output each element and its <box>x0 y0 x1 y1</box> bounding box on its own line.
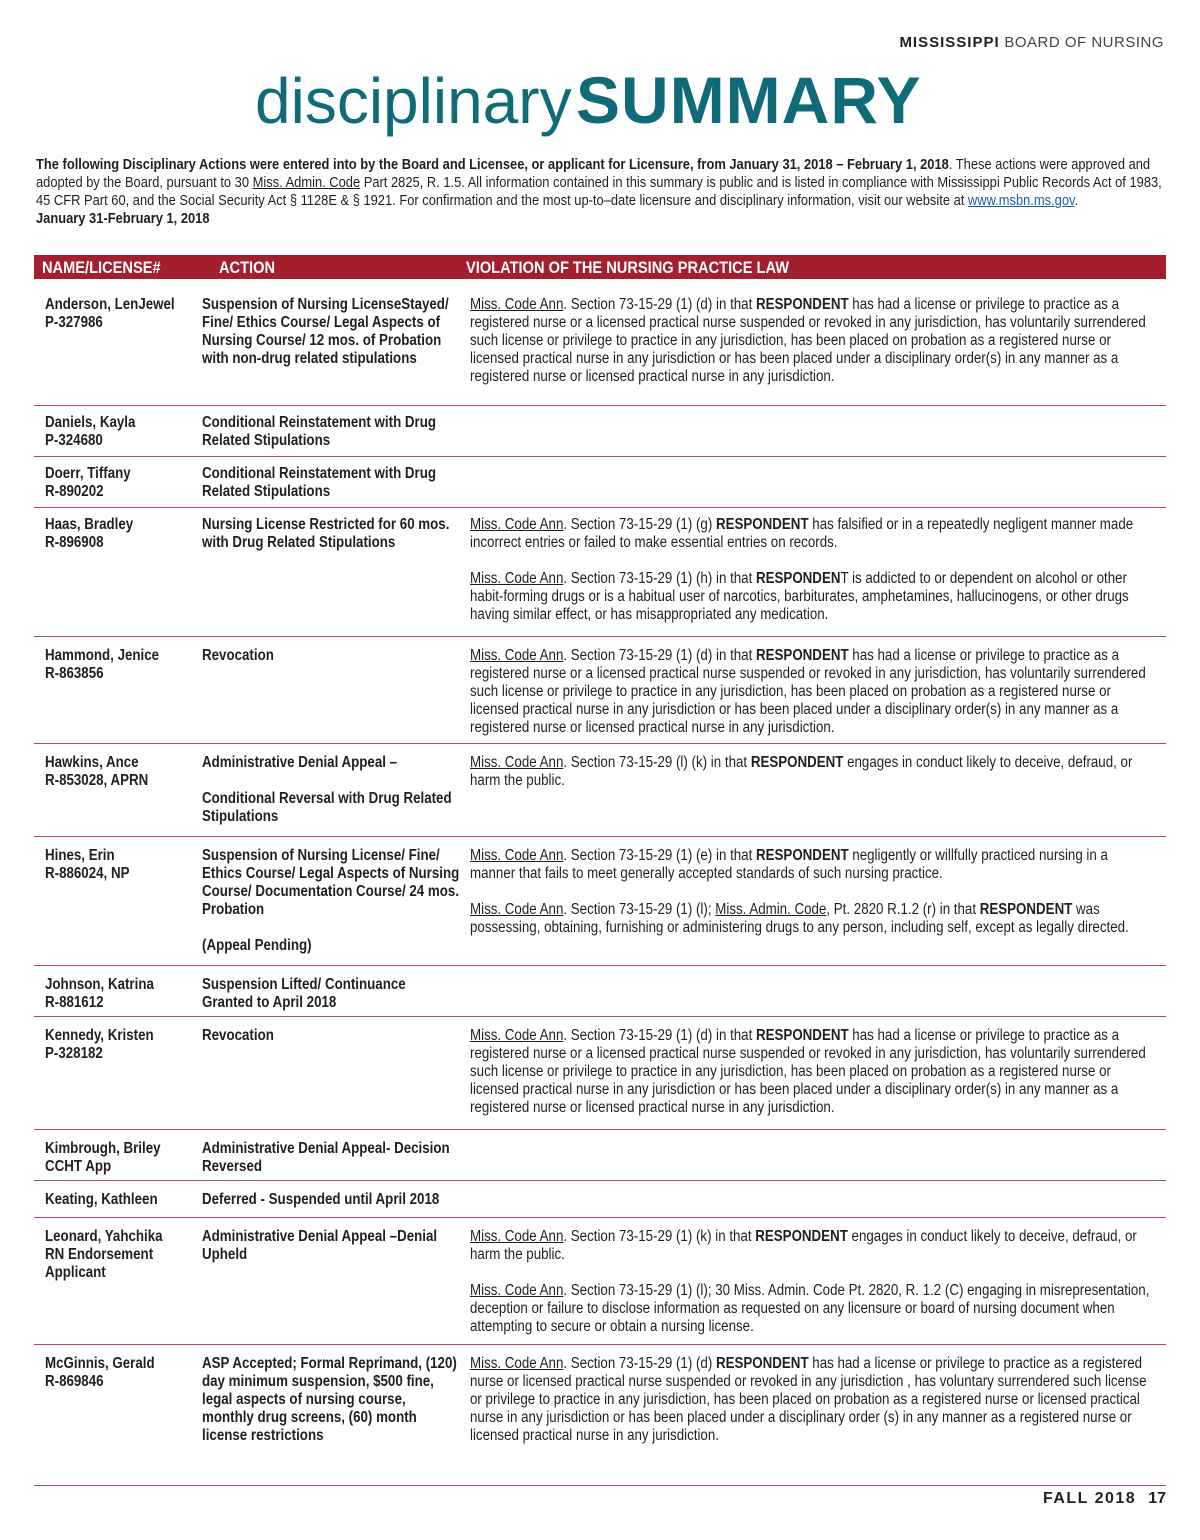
name-cell <box>45 1191 225 1209</box>
violation-section: . Section 73-15-29 (1) (k) in that <box>563 1228 756 1245</box>
website-link[interactable]: www.msbn.ms.gov <box>967 192 1075 209</box>
licensee-name: Kimbrough, Briley <box>45 1140 161 1157</box>
license-number: CCHT App <box>45 1158 112 1175</box>
violation-cell <box>470 1355 1200 1445</box>
violation-text <box>470 296 1154 386</box>
code-reference: Miss. Code Ann <box>470 516 564 533</box>
violation-detail: has had a license or privilege to practice as a registered nurse or licensed practical nurse suspended or revoked in any jurisdiction , has voluntary surrendered such license or privilege to practice in any jurisdiction, has been placed on probation as a registered nurse or licensed practical nurse in any jurisdiction or has been placed under a disciplinary order (s) in any manner as a registered nurse or licensed practical nurse in any jurisdiction. <box>470 1355 1147 1444</box>
action-text: Revocation <box>202 647 274 664</box>
name-cell <box>45 516 225 552</box>
name-cell <box>45 296 225 332</box>
violation-detail: T is addicted to or dependent on alcohol or other habit-forming drugs or is a habitual user of narcotics, barbiturates, amphetamines, hallucinogens, or other drugs having similar effect, or has misappropriated any medication. <box>470 570 1129 623</box>
violation-detail: negligently or willfully practiced nursing in a manner that fails to meet generally accepted standards of such nursing practice. <box>470 847 1108 882</box>
violation-detail: has had a license or privilege to practice as a registered nurse or a licensed practical nurse suspended or revoked in any jurisdiction, has voluntarily surrendered such license or privilege to practice in any jurisdiction, has been placed on probation as a registered nurse or licensed practical nurse in any jurisdiction or has been placed under a disciplinary order(s) in any manner as a registered nurse or licensed practical nurse in any jurisdiction. <box>470 296 1146 385</box>
code-reference: Miss. Code Ann <box>470 847 564 864</box>
violation-section: . Section 73-15-29 (1) (d) in that <box>563 647 757 664</box>
action-text: Revocation <box>202 1027 274 1044</box>
licensee-name: McGinnis, Gerald <box>45 1355 155 1372</box>
violation-text <box>470 847 1154 883</box>
violation-detail: was possessing, obtaining, furnishing or administering drugs to any person, including self, except as legally directed. <box>470 901 1129 936</box>
code-reference: Miss. Code Ann <box>470 647 564 664</box>
table-row <box>34 1130 1166 1181</box>
violation-text <box>470 516 1154 552</box>
intro-text: . <box>1074 192 1079 209</box>
action-cell <box>202 1228 502 1264</box>
code-reference: Miss. Code Ann <box>470 754 564 771</box>
licensee-name: Hines, Erin <box>45 847 115 864</box>
header-violation: VIOLATION OF THE NURSING PRACTICE LAW <box>466 258 789 277</box>
table-row <box>34 966 1166 1017</box>
code-reference: Miss. Code Ann <box>470 570 564 587</box>
title-bold: SUMMARY <box>576 63 922 137</box>
action-cell <box>202 1027 502 1045</box>
violation-text <box>470 901 1154 937</box>
violation-text <box>470 647 1154 737</box>
respondent-label: RESPONDENT <box>756 1027 849 1044</box>
action-text: ASP Accepted; Formal Reprimand, (120) day minimum suspension, $500 fine, legal aspects of nursing course, monthly drug screens, (60) month license restrictions <box>202 1355 457 1444</box>
intro-text: . These actions were approved and adopted by the Board, pursuant to 30 <box>36 156 1151 191</box>
date-range: January 31-February 1, 2018 <box>36 210 210 227</box>
action-cell <box>202 296 502 368</box>
code-reference: Miss. Code Ann <box>470 901 564 918</box>
action-text: Deferred - Suspended until April 2018 <box>202 1191 440 1208</box>
intro-text: Part 2825, R. 1.5. All information contained in this summary is public and is listed in compliance with Mississippi Public Records Act of 1983, 45 CFR Part 60, and the Social Security Act § 1128E & § 1921. For confirmation and the most up-to–date licensure and disciplinary information, visit our website at <box>36 174 1162 209</box>
action-text: Suspension Lifted/ Continuance Granted to April 2018 <box>202 976 406 1011</box>
name-cell <box>45 1355 225 1391</box>
name-cell <box>45 647 225 683</box>
header-action: ACTION <box>219 258 276 277</box>
license-number: R-881612 <box>45 994 104 1011</box>
brand-state: MISSISSIPPI <box>899 34 1000 51</box>
license-number: P-328182 <box>45 1045 103 1062</box>
code-reference: Miss. Code Ann <box>470 1228 564 1245</box>
table-row <box>34 280 1166 406</box>
code-reference: Miss. Code Ann <box>470 296 564 313</box>
code-reference: Miss. Code Ann <box>470 1027 564 1044</box>
action-text: Administrative Denial Appeal- Decision Reversed <box>202 1140 450 1175</box>
respondent-label: RESPONDENT <box>756 647 849 664</box>
action-cell <box>202 754 502 826</box>
page-footer <box>1043 1490 1166 1508</box>
licensee-name: Doerr, Tiffany <box>45 465 131 482</box>
licensee-name: Daniels, Kayla <box>45 414 136 431</box>
action-text: Conditional Reversal with Drug Related Stipulations <box>202 790 452 825</box>
license-number: P-327986 <box>45 314 103 331</box>
title-light: disciplinary <box>255 65 572 137</box>
action-text: Suspension of Nursing License/ Fine/ Ethics Course/ Legal Aspects of Nursing Course/ Documentation Course/ 24 mos. Probation <box>202 847 460 918</box>
violation-cell <box>470 516 1200 624</box>
table-row <box>34 1218 1166 1345</box>
violation-section: . Section 73-15-29 (1) (d) in that <box>563 1027 757 1044</box>
name-cell <box>45 1027 225 1063</box>
table-row <box>34 406 1166 457</box>
violation-cell <box>470 1228 1200 1336</box>
table-row <box>34 1017 1166 1130</box>
table-row <box>34 1181 1166 1218</box>
admin-code-reference: Miss. Admin. Code <box>715 901 827 918</box>
intro-paragraph <box>36 156 1163 228</box>
respondent-label: RESPONDENT <box>756 296 849 313</box>
violation-text <box>470 754 1154 790</box>
action-text: (Appeal Pending) <box>202 937 312 954</box>
violation-detail: has had a license or privilege to practice as a registered nurse or a licensed practical nurse suspended or revoked in any jurisdiction, has voluntarily surrendered such license or privilege to practice in any jurisdiction, has been placed on probation as a registered nurse or licensed practical nurse in any jurisdiction or has been placed under a disciplinary order(s) in any manner as a registered nurse or licensed practical nurse in any jurisdiction. <box>470 1027 1146 1116</box>
action-cell <box>202 516 502 552</box>
action-cell <box>202 1191 502 1209</box>
action-text: Suspension of Nursing LicenseStayed/ Fine/ Ethics Course/ Legal Aspects of Nursing Course/ 12 mos. of Probation with non-drug related stipulations <box>202 296 449 367</box>
violation-section: . Section 73-15-29 (1) (l); <box>563 901 716 918</box>
violation-cell <box>470 847 1200 937</box>
respondent-label: RESPONDENT <box>716 516 809 533</box>
license-number: R-863856 <box>45 665 104 682</box>
license-number: P-324680 <box>45 432 103 449</box>
name-cell <box>45 1228 225 1282</box>
violation-detail: engages in conduct likely to deceive, defraud, or harm the public. <box>470 754 1133 789</box>
table-row <box>34 744 1166 837</box>
licensee-name: Leonard, Yahchika <box>45 1228 163 1245</box>
violation-section: . Section 73-15-29 (1) (d) <box>563 1355 717 1372</box>
licensee-name: Kennedy, Kristen <box>45 1027 154 1044</box>
violation-cell <box>470 647 1200 737</box>
name-cell <box>45 414 225 450</box>
action-cell <box>202 847 502 955</box>
disciplinary-table <box>34 280 1166 1486</box>
brand-board: BOARD OF NURSING <box>1004 34 1164 51</box>
license-number: R-886024, NP <box>45 865 130 882</box>
violation-section: . Section 73-15-29 (1) (g) <box>563 516 717 533</box>
respondent-label: RESPONDEN <box>756 570 841 587</box>
license-number: R-853028, APRN <box>45 772 149 789</box>
action-cell <box>202 465 502 501</box>
respondent-label: RESPONDENT <box>756 847 849 864</box>
licensee-name: Johnson, Katrina <box>45 976 154 993</box>
violation-detail: has falsified or in a repeatedly negligent manner made incorrect entries or failed to make essential entries on records. <box>470 516 1134 551</box>
licensee-name: Keating, Kathleen <box>45 1191 158 1208</box>
violation-text <box>470 1228 1154 1264</box>
respondent-label: RESPONDENT <box>750 754 844 771</box>
violation-section: . Section 73-15-29 (1) (d) in that <box>563 296 757 313</box>
violation-cell <box>470 754 1200 790</box>
violation-cell <box>470 1027 1200 1117</box>
action-text: Conditional Reinstatement with Drug Related Stipulations <box>202 465 437 500</box>
violation-section: . Section 73-15-29 (1) (h) in that <box>563 570 757 587</box>
header-name: NAME/LICENSE# <box>42 258 161 277</box>
violation-text <box>470 1282 1154 1336</box>
action-cell <box>202 976 502 1012</box>
brand-header <box>899 34 1164 51</box>
violation-text <box>470 570 1154 624</box>
license-number: R-896908 <box>45 534 104 551</box>
page-number: 17 <box>1148 1490 1166 1507</box>
license-number: R-869846 <box>45 1373 104 1390</box>
action-cell <box>202 1355 502 1445</box>
intro-code-ref: Miss. Admin. Code <box>252 174 361 191</box>
respondent-label: RESPONDENT <box>755 1228 848 1245</box>
action-cell <box>202 647 502 665</box>
table-row <box>34 837 1166 966</box>
code-reference: Miss. Code Ann <box>470 1355 564 1372</box>
license-number: R-890202 <box>45 483 104 500</box>
table-row <box>34 637 1166 744</box>
name-cell <box>45 847 225 883</box>
licensee-name: Haas, Bradley <box>45 516 134 533</box>
action-text: Administrative Denial Appeal – <box>202 754 398 771</box>
respondent-label: RESPONDENT <box>979 901 1073 918</box>
license-number: RN Endorsement Applicant <box>45 1246 154 1281</box>
violation-detail: engages in conduct likely to deceive, defraud, or harm the public. <box>470 1228 1137 1263</box>
action-cell <box>202 414 502 450</box>
issue-label: FALL 2018 <box>1042 1490 1137 1507</box>
violation-text <box>470 1355 1154 1445</box>
licensee-name: Anderson, LenJewel <box>45 296 175 313</box>
violation-section: , Pt. 2820 R.1.2 (r) in that <box>826 901 980 918</box>
intro-lead: The following Disciplinary Actions were entered into by the Board and Licensee, or applicant for Licensure, from January 31, 2018 – February 1, 2018 <box>36 156 949 173</box>
table-row <box>34 1345 1166 1486</box>
code-reference: Miss. Code Ann <box>470 1282 564 1299</box>
page-title <box>255 62 922 138</box>
action-text: Administrative Denial Appeal –Denial Upheld <box>202 1228 438 1263</box>
violation-section: . Section 73-15-29 (1) (e) in that <box>563 847 757 864</box>
violation-text <box>470 1027 1154 1117</box>
table-row <box>34 457 1166 508</box>
violation-cell <box>470 296 1200 386</box>
respondent-label: RESPONDENT <box>716 1355 809 1372</box>
name-cell <box>45 976 225 1012</box>
table-header <box>34 255 1166 279</box>
violation-section: . Section 73-15-29 (1) (l); 30 Miss. Admin. Code Pt. 2820, R. 1.2 (C) engaging in misrepresentation, deception or failure to disclose information as requested on any licensure or board of nursing document when attempting to secure or obtain a nursing license. <box>470 1282 1150 1335</box>
name-cell <box>45 754 225 790</box>
action-text: Conditional Reinstatement with Drug Related Stipulations <box>202 414 437 449</box>
violation-section: . Section 73-15-29 (l) (k) in that <box>563 754 751 771</box>
licensee-name: Hawkins, Ance <box>45 754 139 771</box>
name-cell <box>45 1140 225 1176</box>
action-text: Nursing License Restricted for 60 mos. with Drug Related Stipulations <box>202 516 450 551</box>
licensee-name: Hammond, Jenice <box>45 647 160 664</box>
violation-detail: has had a license or privilege to practice as a registered nurse or a licensed practical nurse suspended or revoked in any jurisdiction, has voluntarily surrendered such license or privilege to practice in any jurisdiction, has been placed on probation as a registered nurse or licensed practical nurse in any jurisdiction or has been placed under a disciplinary order(s) in any manner as a registered nurse or licensed practical nurse in any jurisdiction. <box>470 647 1146 736</box>
action-cell <box>202 1140 502 1176</box>
table-row <box>34 508 1166 637</box>
name-cell <box>45 465 225 501</box>
